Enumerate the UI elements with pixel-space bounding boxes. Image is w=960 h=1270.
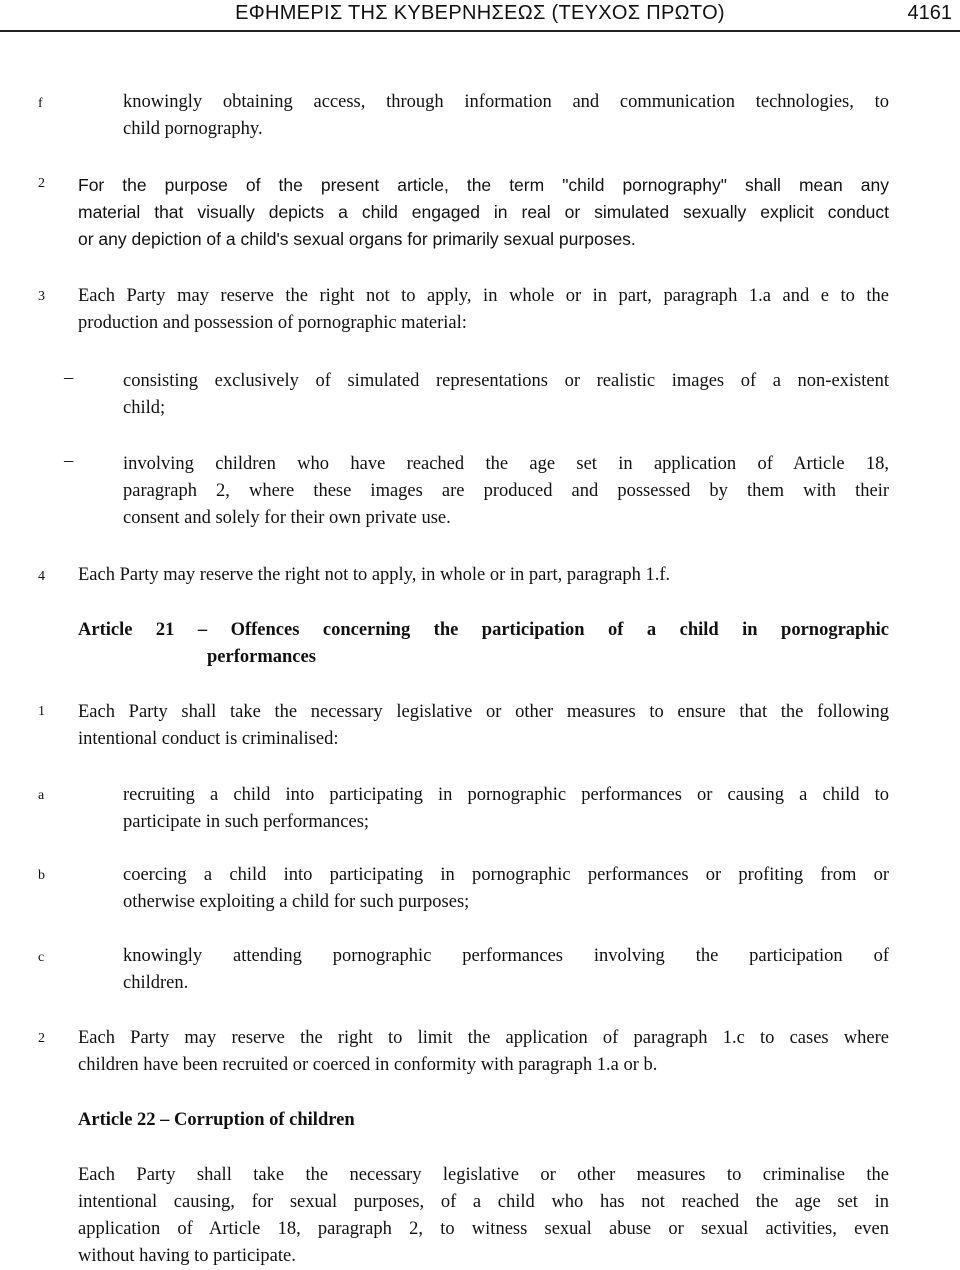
paragraph-number-4: 4 xyxy=(38,569,45,584)
paragraph-4 xyxy=(78,562,889,589)
text-line: production and possession of pornographic material: xyxy=(78,313,467,333)
text-line: participate in such performances; xyxy=(123,812,370,832)
dash-marker: – xyxy=(64,368,74,388)
article-21-paragraph-2 xyxy=(78,1025,889,1079)
article-22-heading xyxy=(78,1107,889,1134)
heading-line: performances xyxy=(207,647,316,667)
text-line: children have been recruited or coerced in conformity with paragraph 1.a or b. xyxy=(78,1055,658,1075)
text-line: Each Party shall take the necessary legislative or other measures to ensure that the following xyxy=(78,702,889,722)
heading-line: Article 22 – Corruption of children xyxy=(78,1110,355,1130)
item-marker-c: c xyxy=(38,950,45,965)
text-line: material that visually depicts a child engaged in real or simulated sexually explicit conduct xyxy=(78,202,889,222)
item-marker-b: b xyxy=(38,868,45,883)
text-line: otherwise exploiting a child for such purposes; xyxy=(123,892,470,912)
article-21-item-c xyxy=(123,943,889,997)
text-line: intentional causing, for sexual purposes, of a child who has not reached the age set in xyxy=(78,1192,889,1212)
text-line: consent and solely for their own private use. xyxy=(123,508,451,528)
heading-line: Article 21 – Offences concerning the participation of a child in pornographic xyxy=(78,620,889,640)
dash-item-1 xyxy=(123,368,889,422)
text-line: paragraph 2, where these images are produced and possessed by them with their xyxy=(123,481,889,501)
paragraph-3 xyxy=(78,283,889,337)
text-line: For the purpose of the present article, the term "child pornography" shall mean any xyxy=(78,175,889,195)
text-line: Each Party may reserve the right not to apply, in whole or in part, paragraph 1.f. xyxy=(78,565,671,585)
dash-item-2 xyxy=(123,451,889,532)
text-line: intentional conduct is criminalised: xyxy=(78,729,339,749)
article-21-item-b xyxy=(123,862,889,916)
article-22-body xyxy=(78,1162,889,1270)
item-marker-f: f xyxy=(38,96,43,111)
paragraph-number-2: 2 xyxy=(38,1031,45,1046)
item-f xyxy=(123,89,889,143)
text-line: or any depiction of a child's sexual organs for primarily sexual purposes. xyxy=(78,229,636,249)
item-marker-a: a xyxy=(38,788,45,803)
text-line: consisting exclusively of simulated representations or realistic images of a non-existent xyxy=(123,371,889,391)
text-line: child; xyxy=(123,398,166,418)
text-line: knowingly attending pornographic performances involving the participation of xyxy=(123,946,889,966)
gazette-title: ΕΦΗΜΕΡΙΣ ΤΗΣ ΚΥΒΕΡΝΗΣΕΩΣ (ΤΕΥΧΟΣ ΠΡΩΤΟ) xyxy=(235,2,725,24)
text-line: Each Party may reserve the right to limit the application of paragraph 1.c to cases where xyxy=(78,1028,889,1048)
article-21-heading xyxy=(78,617,889,671)
paragraph-number-3: 3 xyxy=(38,289,45,304)
text-line: recruiting a child into participating in pornographic performances or causing a child to xyxy=(123,785,889,805)
paragraph-number-2: 2 xyxy=(38,176,45,191)
text-line: Each Party may reserve the right not to apply, in whole or in part, paragraph 1.a and e to the xyxy=(78,286,889,306)
text-line: without having to participate. xyxy=(78,1246,296,1266)
page-number: 4161 xyxy=(907,2,952,24)
dash-marker: – xyxy=(64,451,74,471)
paragraph-2 xyxy=(78,172,889,253)
text-line: coercing a child into participating in pornographic performances or profiting from or xyxy=(123,865,889,885)
article-21-paragraph-1 xyxy=(78,699,889,753)
text-line: application of Article 18, paragraph 2, to witness sexual abuse or sexual activities, even xyxy=(78,1219,889,1239)
text-line: involving children who have reached the age set in application of Article 18, xyxy=(123,454,889,474)
page-header xyxy=(0,0,960,32)
paragraph-number-1: 1 xyxy=(38,704,45,719)
text-line: knowingly obtaining access, through information and communication technologies, to xyxy=(123,92,889,112)
text-line: child pornography. xyxy=(123,119,263,139)
article-21-item-a xyxy=(123,782,889,836)
text-line: Each Party shall take the necessary legislative or other measures to criminalise the xyxy=(78,1165,889,1185)
text-line: children. xyxy=(123,973,189,993)
header-rule xyxy=(0,30,960,32)
